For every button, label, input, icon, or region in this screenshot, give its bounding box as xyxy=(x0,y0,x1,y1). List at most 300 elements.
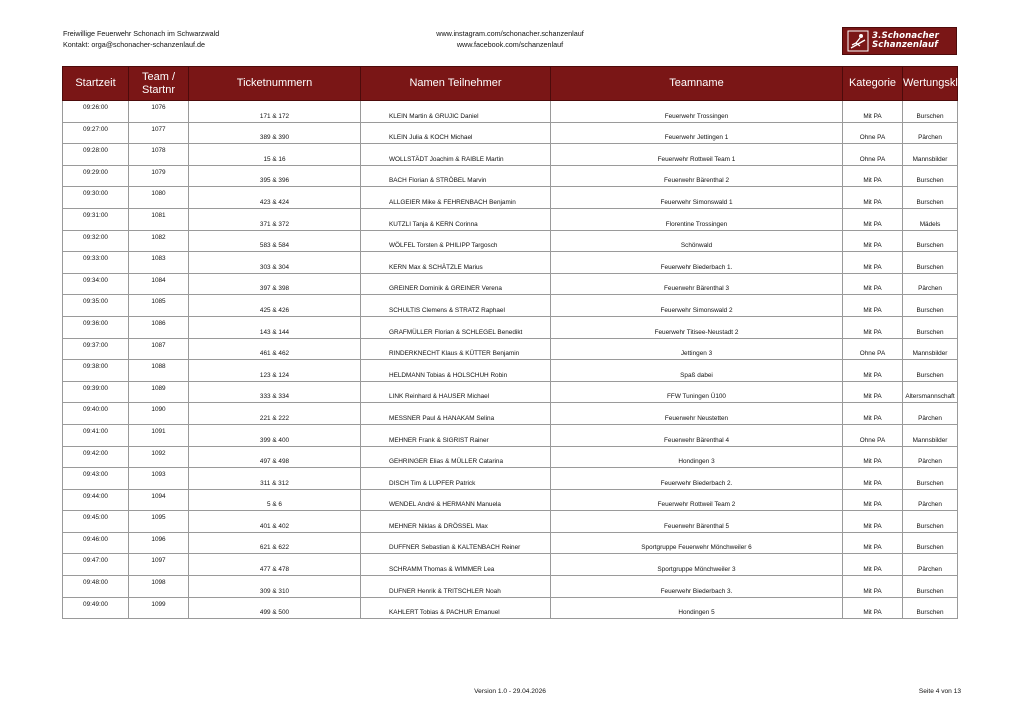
col-kategorie-header: Kategorie xyxy=(843,67,903,101)
participant-names: BACH Florian & STRÖBEL Marvin xyxy=(389,177,487,185)
start-time-cell xyxy=(63,403,129,425)
table-body xyxy=(63,101,958,619)
ticket-numbers: 423 & 424 xyxy=(259,198,290,206)
team-name-cell xyxy=(551,187,843,209)
social-links xyxy=(380,28,640,50)
table-row xyxy=(63,208,958,230)
ticket-numbers-cell xyxy=(189,165,361,187)
rating-class-cell xyxy=(903,252,958,274)
rating-class: Burschen xyxy=(916,371,944,379)
table-row xyxy=(63,576,958,598)
start-number-cell xyxy=(129,489,189,511)
start-number-cell xyxy=(129,597,189,619)
rating-class: Burschen xyxy=(916,198,944,206)
rating-class: Mädels xyxy=(919,220,941,228)
rating-class-cell xyxy=(903,554,958,576)
category: Mit PA xyxy=(863,566,882,574)
table-row xyxy=(63,597,958,619)
start-number-cell xyxy=(129,446,189,468)
category-cell xyxy=(843,165,903,187)
start-number: 1098 xyxy=(151,579,166,587)
rating-class: Pärchen xyxy=(918,566,942,574)
team-name-cell xyxy=(551,511,843,533)
table-row xyxy=(63,489,958,511)
category: Mit PA xyxy=(863,242,882,250)
rating-class-cell xyxy=(903,273,958,295)
start-time-cell xyxy=(63,101,129,123)
start-time-cell xyxy=(63,208,129,230)
participant-names-cell xyxy=(361,295,551,317)
ticket-numbers: 621 & 622 xyxy=(259,544,290,552)
team-name-cell xyxy=(551,144,843,166)
team-name: Spaß dabei xyxy=(680,371,713,379)
table-row xyxy=(63,295,958,317)
table-row xyxy=(63,230,958,252)
category: Mit PA xyxy=(863,177,882,185)
start-time: 09:30:00 xyxy=(83,190,108,198)
rating-class: Pärchen xyxy=(918,414,942,422)
start-number: 1089 xyxy=(151,384,166,392)
ticket-numbers-cell xyxy=(189,468,361,490)
rating-class-cell xyxy=(903,360,958,382)
participant-names: KERN Max & SCHÄTZLE Marius xyxy=(389,263,483,271)
rating-class: Mannsbilder xyxy=(912,436,948,444)
rating-class-cell xyxy=(903,403,958,425)
category: Mit PA xyxy=(863,112,882,120)
team-name: Sportgruppe Feuerwehr Mönchweiler 6 xyxy=(641,544,752,552)
team-name-cell xyxy=(551,252,843,274)
start-number: 1095 xyxy=(151,514,166,522)
table-row xyxy=(63,532,958,554)
table-row xyxy=(63,165,958,187)
table-row xyxy=(63,554,958,576)
category-cell xyxy=(843,360,903,382)
start-time: 09:27:00 xyxy=(83,125,108,133)
ticket-numbers-cell xyxy=(189,403,361,425)
participant-names-cell xyxy=(361,273,551,295)
rating-class-cell xyxy=(903,165,958,187)
start-time: 09:29:00 xyxy=(83,168,108,176)
team-name-cell xyxy=(551,273,843,295)
category-cell xyxy=(843,273,903,295)
table-row xyxy=(63,424,958,446)
ticket-numbers-cell xyxy=(189,381,361,403)
participant-names-cell xyxy=(361,230,551,252)
ticket-numbers: 583 & 584 xyxy=(259,242,290,250)
category-cell xyxy=(843,381,903,403)
ticket-numbers-cell xyxy=(189,230,361,252)
ticket-numbers: 401 & 402 xyxy=(259,522,290,530)
start-time-cell xyxy=(63,446,129,468)
participant-names: RINDERKNECHT Klaus & KÜTTER Benjamin xyxy=(389,350,520,358)
start-time-cell xyxy=(63,360,129,382)
start-number: 1083 xyxy=(151,255,166,263)
category-cell xyxy=(843,403,903,425)
start-time: 09:42:00 xyxy=(83,449,108,457)
ticket-numbers: 395 & 396 xyxy=(259,177,290,185)
rating-class: Mannsbilder xyxy=(912,350,948,358)
ticket-numbers: 497 & 498 xyxy=(259,458,290,466)
col-namen-header: Namen Teilnehmer xyxy=(361,67,551,101)
rating-class-cell xyxy=(903,597,958,619)
rating-class: Pärchen xyxy=(918,285,942,293)
team-name-cell xyxy=(551,532,843,554)
team-name: Feuerwehr Simonswald 2 xyxy=(660,306,733,314)
rating-class: Burschen xyxy=(916,242,944,250)
category-cell xyxy=(843,576,903,598)
start-time-cell xyxy=(63,144,129,166)
team-name: Feuerwehr Biederbach 3. xyxy=(660,587,733,595)
ticket-numbers: 5 & 6 xyxy=(267,501,282,509)
rating-class-cell xyxy=(903,208,958,230)
start-number: 1076 xyxy=(151,104,166,111)
participant-names: DUFNER Henrik & TRITSCHLER Noah xyxy=(389,587,501,595)
start-number: 1086 xyxy=(151,319,166,327)
ticket-numbers-cell xyxy=(189,252,361,274)
ticket-numbers-cell xyxy=(189,576,361,598)
team-name-cell xyxy=(551,122,843,144)
start-number-cell xyxy=(129,403,189,425)
contact-email: Kontakt: orga@schonacher-schanzenlauf.de xyxy=(63,40,205,49)
start-time-cell xyxy=(63,511,129,533)
category-cell xyxy=(843,597,903,619)
start-time-cell xyxy=(63,576,129,598)
start-time: 09:36:00 xyxy=(83,319,108,327)
start-number-cell xyxy=(129,576,189,598)
participant-names: MEHNER Frank & SIGRIST Rainer xyxy=(389,436,489,444)
ticket-numbers: 399 & 400 xyxy=(259,436,290,444)
participant-names: GRAFMÜLLER Florian & SCHLEGEL Benedikt xyxy=(389,328,523,336)
start-time-cell xyxy=(63,230,129,252)
category-cell xyxy=(843,468,903,490)
participant-names-cell xyxy=(361,511,551,533)
table-row xyxy=(63,360,958,382)
ticket-numbers-cell xyxy=(189,295,361,317)
participant-names-cell xyxy=(361,381,551,403)
category-cell xyxy=(843,511,903,533)
team-name-cell xyxy=(551,597,843,619)
start-number: 1080 xyxy=(151,190,166,198)
table-row xyxy=(63,446,958,468)
category: Mit PA xyxy=(863,371,882,379)
start-number-cell xyxy=(129,424,189,446)
team-name-cell xyxy=(551,295,843,317)
start-time-cell xyxy=(63,122,129,144)
category: Mit PA xyxy=(863,609,882,617)
ticket-numbers: 397 & 398 xyxy=(259,285,290,293)
start-number: 1097 xyxy=(151,557,166,565)
category: Mit PA xyxy=(863,220,882,228)
rating-class-cell xyxy=(903,316,958,338)
start-number: 1078 xyxy=(151,147,166,155)
start-number-cell xyxy=(129,511,189,533)
start-number-cell xyxy=(129,468,189,490)
participant-names: KLEIN Martin & GRUJIC Daniel xyxy=(389,112,479,120)
ticket-numbers: 333 & 334 xyxy=(259,393,290,401)
table-row xyxy=(63,511,958,533)
team-name: Feuerwehr Titisee-Neustadt 2 xyxy=(654,328,739,336)
start-number: 1094 xyxy=(151,492,166,500)
ticket-numbers-cell xyxy=(189,338,361,360)
team-name: Feuerwehr Simonswald 1 xyxy=(660,198,733,206)
team-name: Feuerwehr Jettingen 1 xyxy=(664,134,729,142)
start-time: 09:41:00 xyxy=(83,427,108,435)
rating-class: Burschen xyxy=(916,479,944,487)
start-time-cell xyxy=(63,597,129,619)
start-time: 09:31:00 xyxy=(83,211,108,219)
category: Mit PA xyxy=(863,522,882,530)
category: Mit PA xyxy=(863,587,882,595)
ticket-numbers: 123 & 124 xyxy=(259,371,290,379)
start-number-cell xyxy=(129,532,189,554)
category: Mit PA xyxy=(863,198,882,206)
table-row xyxy=(63,316,958,338)
category-cell xyxy=(843,144,903,166)
category-cell xyxy=(843,295,903,317)
rating-class-cell xyxy=(903,532,958,554)
col-startzeit-header: Startzeit xyxy=(63,67,129,101)
start-time: 09:34:00 xyxy=(83,276,108,284)
category-cell xyxy=(843,101,903,123)
rating-class-cell xyxy=(903,187,958,209)
rating-class: Mannsbilder xyxy=(912,155,948,163)
start-time: 09:48:00 xyxy=(83,579,108,587)
rating-class: Burschen xyxy=(916,587,944,595)
rating-class: Burschen xyxy=(916,112,944,120)
ticket-numbers-cell xyxy=(189,446,361,468)
team-name-cell xyxy=(551,208,843,230)
ticket-numbers-cell xyxy=(189,144,361,166)
version-info: Version 1.0 - 29.04.2026 xyxy=(474,688,546,695)
team-name-cell xyxy=(551,468,843,490)
team-name: Hondingen 3 xyxy=(678,458,715,466)
start-time-cell xyxy=(63,381,129,403)
rating-class: Burschen xyxy=(916,306,944,314)
participant-names-cell xyxy=(361,208,551,230)
category: Mit PA xyxy=(863,414,882,422)
category: Mit PA xyxy=(863,306,882,314)
rating-class: Pärchen xyxy=(918,501,942,509)
participant-names: WÖLFEL Torsten & PHILIPP Targosch xyxy=(389,242,498,250)
participant-names: GEHRINGER Elias & MÜLLER Catarina xyxy=(389,458,503,466)
category: Mit PA xyxy=(863,501,882,509)
category-cell xyxy=(843,532,903,554)
facebook-link[interactable]: www.facebook.com/schanzenlauf xyxy=(456,40,564,49)
event-logo xyxy=(842,27,957,55)
table-row xyxy=(63,403,958,425)
ticket-numbers: 309 & 310 xyxy=(259,587,290,595)
start-number: 1092 xyxy=(151,449,166,457)
ticket-numbers-cell xyxy=(189,122,361,144)
team-name: Feuerwehr Rottweil Team 2 xyxy=(657,501,736,509)
team-name-cell xyxy=(551,101,843,123)
rating-class-cell xyxy=(903,468,958,490)
start-time-cell xyxy=(63,187,129,209)
table-row xyxy=(63,144,958,166)
team-name-cell xyxy=(551,576,843,598)
ticket-numbers: 371 & 372 xyxy=(259,220,290,228)
ticket-numbers: 303 & 304 xyxy=(259,263,290,271)
start-time-cell xyxy=(63,424,129,446)
category-cell xyxy=(843,230,903,252)
col-team-header: Teamname xyxy=(551,67,843,101)
team-name-cell xyxy=(551,360,843,382)
participant-names-cell xyxy=(361,360,551,382)
category: Ohne PA xyxy=(859,436,886,444)
participant-names-cell xyxy=(361,316,551,338)
category-cell xyxy=(843,338,903,360)
start-list-table xyxy=(62,66,982,619)
start-time: 09:49:00 xyxy=(83,600,108,608)
ticket-numbers: 477 & 478 xyxy=(259,566,290,574)
rating-class: Altersmannschaft xyxy=(905,393,955,401)
rating-class: Pärchen xyxy=(918,458,942,466)
participant-names-cell xyxy=(361,187,551,209)
ticket-numbers-cell xyxy=(189,511,361,533)
start-number: 1099 xyxy=(151,600,166,608)
participant-names: SCHRAMM Thomas & WIMMER Lea xyxy=(389,566,495,574)
start-time: 09:35:00 xyxy=(83,298,108,306)
ticket-numbers-cell xyxy=(189,489,361,511)
ticket-numbers-cell xyxy=(189,208,361,230)
start-number-cell xyxy=(129,144,189,166)
participant-names: WENDEL André & HERMANN Manuela xyxy=(389,501,501,509)
start-time: 09:32:00 xyxy=(83,233,108,241)
participant-names-cell xyxy=(361,597,551,619)
start-number-cell xyxy=(129,360,189,382)
table-row xyxy=(63,187,958,209)
start-time-cell xyxy=(63,532,129,554)
start-number-cell xyxy=(129,554,189,576)
start-number: 1091 xyxy=(151,427,166,435)
rating-class-cell xyxy=(903,424,958,446)
col-klasse-header: Wertungsklasse xyxy=(903,67,958,101)
team-name: Feuerwehr Bärenthal 5 xyxy=(663,522,729,530)
participant-names-cell xyxy=(361,403,551,425)
start-number: 1079 xyxy=(151,168,166,176)
start-time: 09:38:00 xyxy=(83,363,108,371)
ticket-numbers-cell xyxy=(189,187,361,209)
start-time: 09:47:00 xyxy=(83,557,108,565)
start-time: 09:33:00 xyxy=(83,255,108,263)
team-name: Feuerwehr Bärenthal 4 xyxy=(663,436,729,444)
start-time: 09:37:00 xyxy=(83,341,108,349)
participant-names-cell xyxy=(361,446,551,468)
category-cell xyxy=(843,187,903,209)
rating-class-cell xyxy=(903,576,958,598)
organizer-info xyxy=(63,28,219,50)
category: Mit PA xyxy=(863,544,882,552)
category: Mit PA xyxy=(863,328,882,336)
category-cell xyxy=(843,554,903,576)
ticket-numbers: 143 & 144 xyxy=(259,328,290,336)
table-row xyxy=(63,252,958,274)
start-time: 09:43:00 xyxy=(83,471,108,479)
start-number: 1084 xyxy=(151,276,166,284)
start-time: 09:40:00 xyxy=(83,406,108,414)
start-number-cell xyxy=(129,295,189,317)
rating-class-cell xyxy=(903,122,958,144)
participant-names-cell xyxy=(361,252,551,274)
category-cell xyxy=(843,424,903,446)
ticket-numbers: 311 & 312 xyxy=(260,479,289,487)
rating-class: Burschen xyxy=(916,544,944,552)
ticket-numbers-cell xyxy=(189,360,361,382)
instagram-link[interactable]: www.instagram.com/schonacher.schanzenlauf xyxy=(436,29,584,38)
participant-names: LINK Reinhard & HAUSER Michael xyxy=(389,393,490,401)
start-time-cell xyxy=(63,338,129,360)
start-number-cell xyxy=(129,273,189,295)
rating-class-cell xyxy=(903,446,958,468)
team-name: Sportgruppe Mönchweiler 3 xyxy=(657,566,736,574)
rating-class: Burschen xyxy=(916,609,944,617)
start-number-cell xyxy=(129,208,189,230)
start-number: 1096 xyxy=(151,535,166,543)
participant-names: ALLGEIER Mike & FEHRENBACH Benjamin xyxy=(389,198,516,206)
ticket-numbers-cell xyxy=(189,273,361,295)
team-name-cell xyxy=(551,338,843,360)
ticket-numbers: 171 & 172 xyxy=(259,112,290,120)
ticket-numbers: 425 & 426 xyxy=(259,306,290,314)
participant-names: DUFFNER Sebastian & KALTENBACH Reiner xyxy=(389,544,521,552)
ticket-numbers: 389 & 390 xyxy=(259,134,290,142)
start-time-cell xyxy=(63,273,129,295)
rating-class-cell xyxy=(903,511,958,533)
participant-names-cell xyxy=(361,554,551,576)
participant-names-cell xyxy=(361,144,551,166)
start-number-cell xyxy=(129,187,189,209)
rating-class: Burschen xyxy=(916,328,944,336)
start-time: 09:28:00 xyxy=(83,147,108,155)
rating-class-cell xyxy=(903,230,958,252)
rating-class: Burschen xyxy=(916,263,944,271)
rating-class-cell xyxy=(903,381,958,403)
ticket-numbers: 499 & 500 xyxy=(259,609,290,617)
team-name: FFW Tuningen Ü100 xyxy=(667,393,726,401)
start-number-cell xyxy=(129,252,189,274)
start-number: 1082 xyxy=(151,233,166,241)
start-number: 1088 xyxy=(151,363,166,371)
team-name: Jettingen 3 xyxy=(680,350,713,358)
category-cell xyxy=(843,489,903,511)
start-number: 1087 xyxy=(151,341,166,349)
participant-names: DISCH Tim & LUPFER Patrick xyxy=(389,479,476,487)
participant-names: KLEIN Julia & KOCH Michael xyxy=(389,134,473,142)
start-number-cell xyxy=(129,165,189,187)
ticket-numbers-cell xyxy=(189,554,361,576)
ticket-numbers-cell xyxy=(189,597,361,619)
team-name-cell xyxy=(551,554,843,576)
start-number-cell xyxy=(129,122,189,144)
participant-names-cell xyxy=(361,576,551,598)
team-name: Feuerwehr Trossingen xyxy=(664,112,729,120)
ticket-numbers-cell xyxy=(189,424,361,446)
ticket-numbers: 15 & 16 xyxy=(263,155,286,163)
team-name-cell xyxy=(551,446,843,468)
table-row xyxy=(63,468,958,490)
team-name-cell xyxy=(551,316,843,338)
logo-line-1: 3.Schonacher xyxy=(872,30,939,41)
participant-names-cell xyxy=(361,468,551,490)
team-name: Florentine Trossingen xyxy=(665,220,728,228)
start-time: 09:46:00 xyxy=(83,535,108,543)
participant-names: MESSNER Paul & HANAKAM Selina xyxy=(389,414,495,422)
start-time-cell xyxy=(63,252,129,274)
start-number: 1085 xyxy=(151,298,166,306)
rating-class-cell xyxy=(903,295,958,317)
start-time-cell xyxy=(63,316,129,338)
table-row xyxy=(63,101,958,123)
